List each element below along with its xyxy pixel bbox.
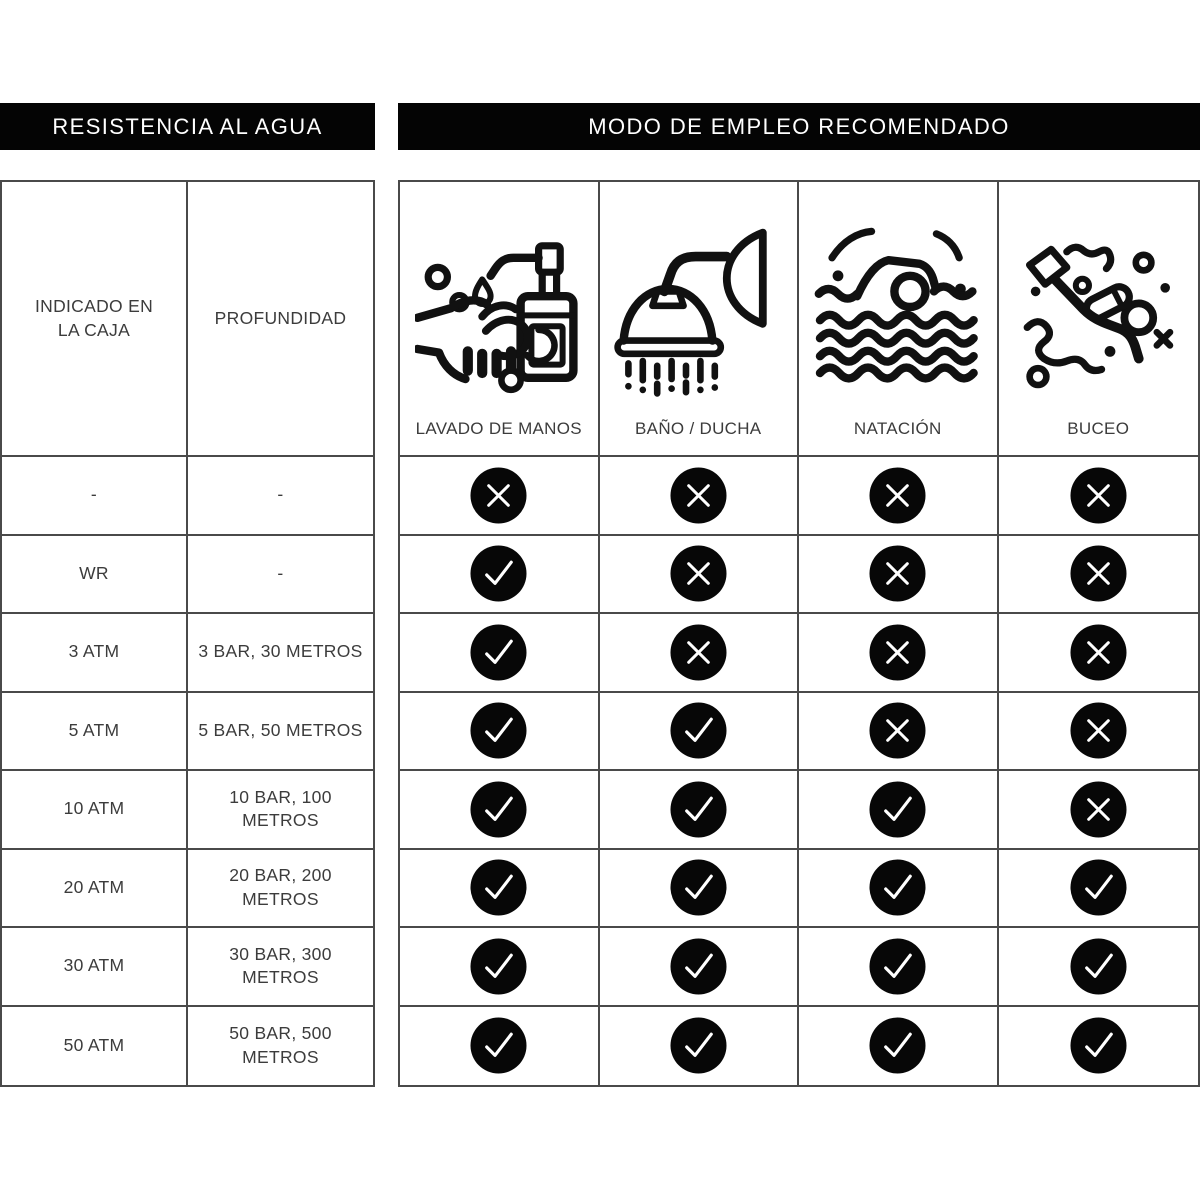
check-mark-icon	[400, 693, 600, 772]
profundidad-value: -	[188, 536, 373, 615]
caja-value: 20 ATM	[2, 850, 188, 929]
check-mark-icon	[400, 1007, 600, 1086]
check-mark-icon	[400, 928, 600, 1007]
check-mark-icon	[799, 771, 999, 850]
profundidad-value: 3 BAR, 30 METROS	[188, 614, 373, 693]
cross-mark-icon	[999, 614, 1199, 693]
cross-mark-icon	[600, 536, 800, 615]
left-section-title: RESISTENCIA AL AGUA	[0, 103, 375, 150]
check-mark-icon	[799, 1007, 999, 1086]
check-mark-icon	[600, 850, 800, 929]
right-section-title: MODO DE EMPLEO RECOMENDADO	[398, 103, 1200, 150]
cross-mark-icon	[799, 693, 999, 772]
caja-value: 5 ATM	[2, 693, 188, 772]
caja-value: 10 ATM	[2, 771, 188, 850]
column-header-caja: INDICADO EN LA CAJA	[2, 182, 188, 457]
check-mark-icon	[400, 771, 600, 850]
usage-column-label: BUCEO	[1067, 419, 1130, 439]
caja-value: WR	[2, 536, 188, 615]
check-mark-icon	[799, 850, 999, 929]
usage-table	[398, 180, 1200, 1087]
profundidad-value: 5 BAR, 50 METROS	[188, 693, 373, 772]
check-mark-icon	[999, 1007, 1199, 1086]
profundidad-value: 10 BAR, 100 METROS	[188, 771, 373, 850]
cross-mark-icon	[999, 536, 1199, 615]
profundidad-value: 20 BAR, 200 METROS	[188, 850, 373, 929]
caja-value: 50 ATM	[2, 1007, 188, 1086]
check-mark-icon	[799, 928, 999, 1007]
profundidad-value: -	[188, 457, 373, 536]
cross-mark-icon	[600, 457, 800, 536]
check-mark-icon	[600, 693, 800, 772]
cross-mark-icon	[400, 457, 600, 536]
profundidad-value: 50 BAR, 500 METROS	[229, 1023, 332, 1067]
cross-mark-icon	[999, 693, 1199, 772]
diving-icon	[1014, 182, 1182, 418]
check-mark-icon	[999, 850, 1199, 929]
check-mark-icon	[400, 614, 600, 693]
check-mark-icon	[400, 536, 600, 615]
profundidad-value: 30 BAR, 300 METROS	[188, 928, 373, 1007]
swimming-icon	[814, 182, 982, 418]
usage-column-natacion	[799, 182, 999, 457]
check-mark-icon	[400, 850, 600, 929]
usage-column-label: BAÑO / DUCHA	[635, 419, 762, 439]
cross-mark-icon	[799, 457, 999, 536]
cross-mark-icon	[999, 457, 1199, 536]
caja-value: 30 ATM	[2, 928, 188, 1007]
usage-column-label: NATACIÓN	[853, 419, 942, 439]
check-mark-icon	[999, 928, 1199, 1007]
check-mark-icon	[600, 771, 800, 850]
usage-column-label: LAVADO DE MANOS	[415, 419, 582, 439]
handwash-icon	[415, 182, 583, 418]
column-header-profundidad: PROFUNDIDAD	[188, 182, 373, 457]
usage-column-buceo	[999, 182, 1199, 457]
cross-mark-icon	[799, 536, 999, 615]
cross-mark-icon	[999, 771, 1199, 850]
check-mark-icon	[600, 928, 800, 1007]
cross-mark-icon	[799, 614, 999, 693]
check-mark-icon	[600, 1007, 800, 1086]
caja-value: -	[2, 457, 188, 536]
resistance-table	[0, 180, 375, 1087]
shower-icon	[614, 182, 782, 418]
usage-column-lavado-de-manos	[400, 182, 600, 457]
cross-mark-icon	[600, 614, 800, 693]
caja-value: 3 ATM	[2, 614, 188, 693]
usage-column-bano-ducha	[600, 182, 800, 457]
